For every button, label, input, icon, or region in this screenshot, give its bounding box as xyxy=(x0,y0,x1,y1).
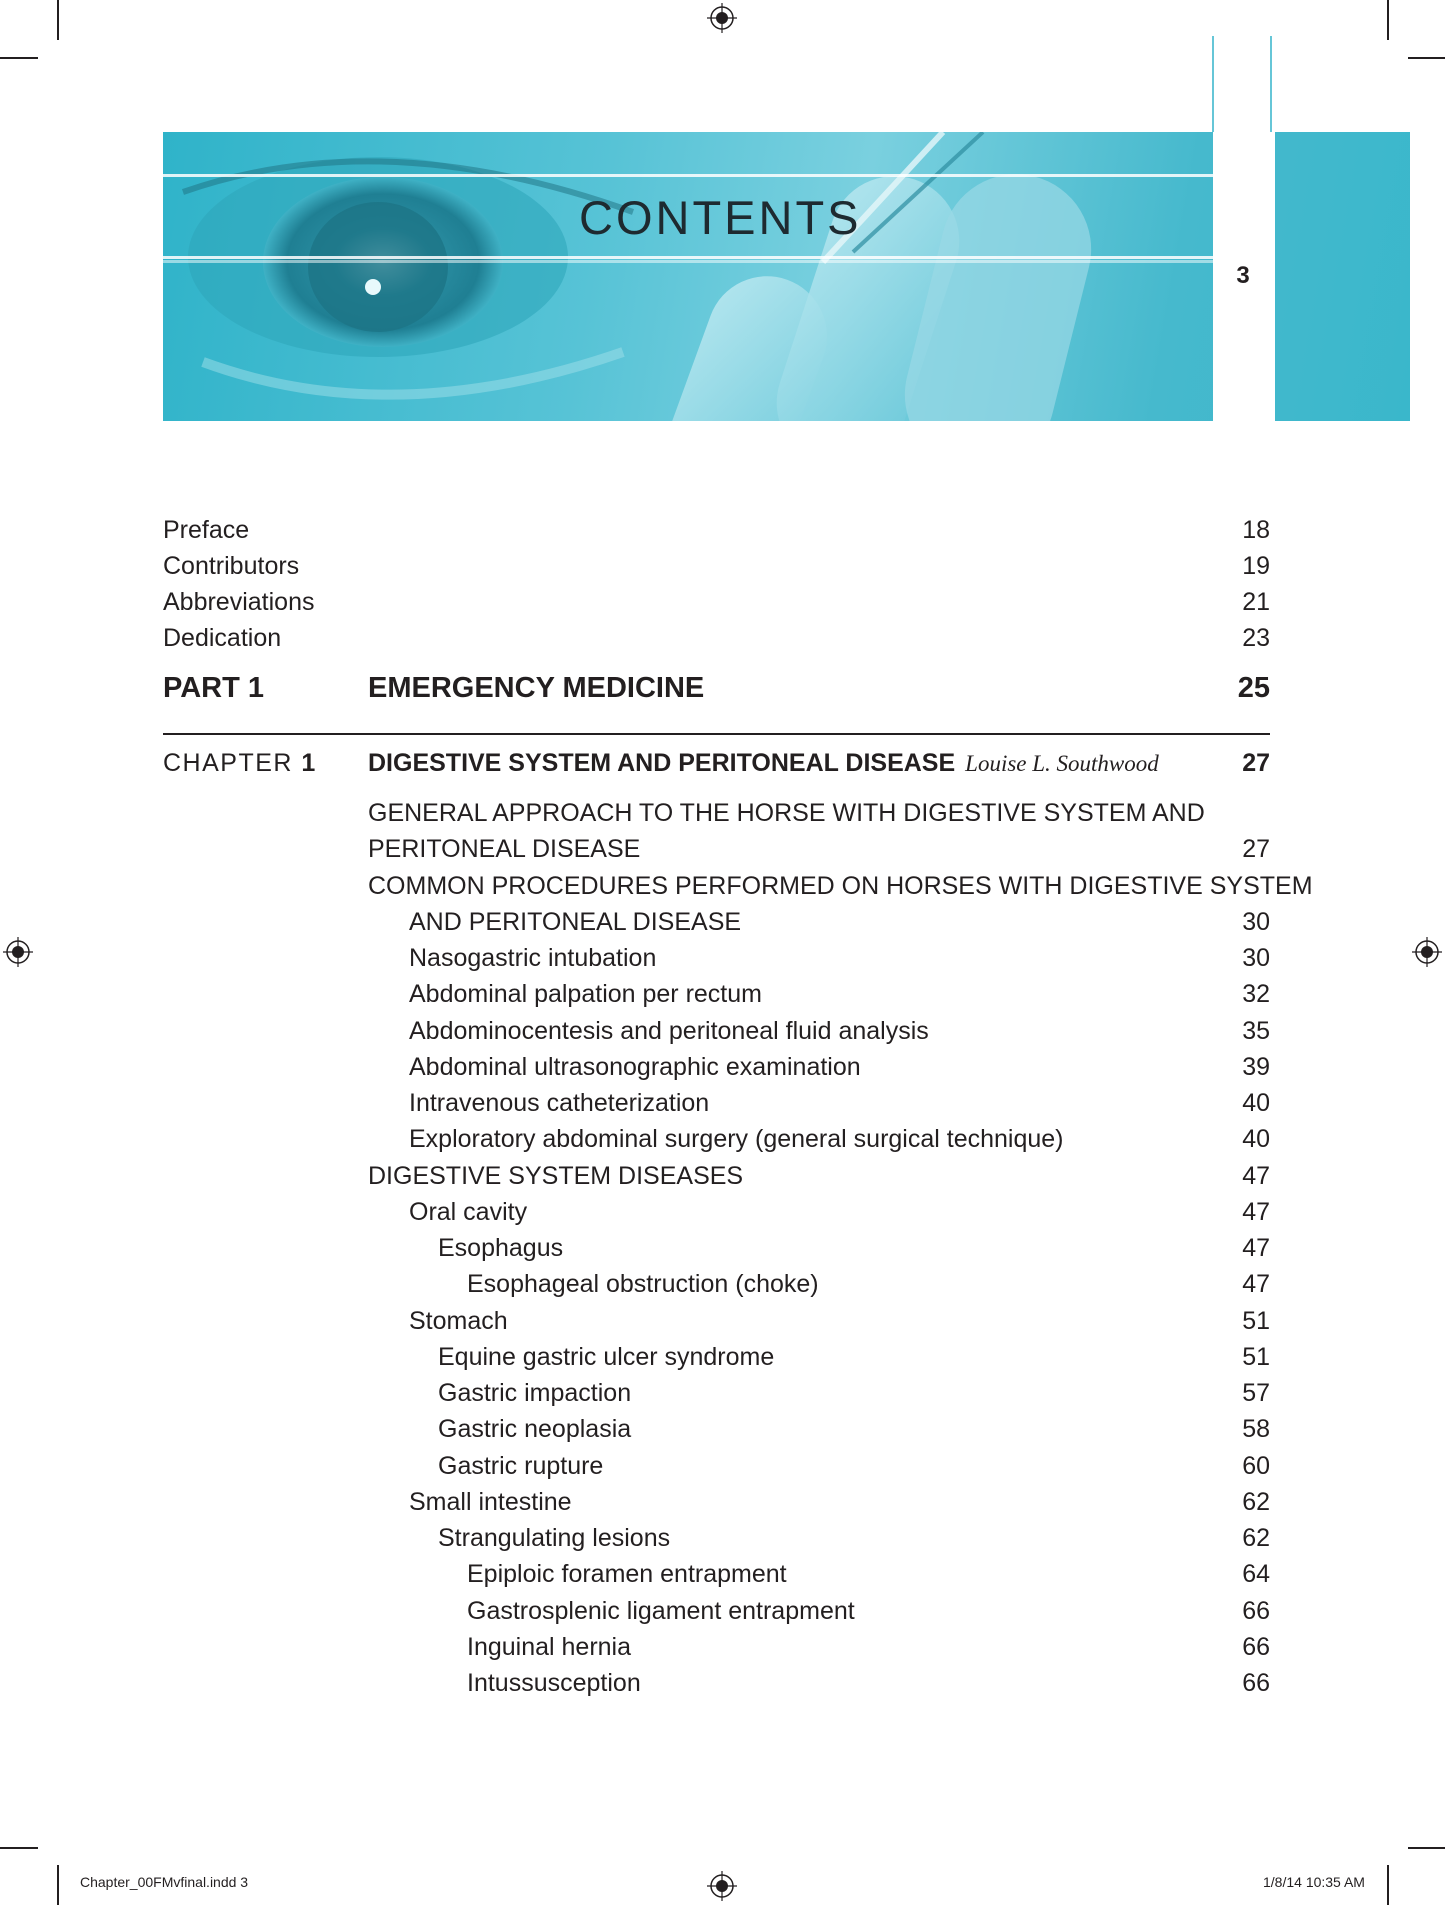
chapter-title-text: DIGESTIVE SYSTEM AND PERITONEAL DISEASE xyxy=(368,749,956,777)
entry-title: Exploratory abdominal surgery (general surgical technique) xyxy=(409,1125,1064,1154)
entry-page: 19 xyxy=(1242,552,1270,580)
part-heading xyxy=(0,670,1445,706)
toc-entry xyxy=(0,834,1445,864)
entry-title: Esophageal obstruction (choke) xyxy=(467,1270,819,1299)
toc-entry xyxy=(0,1088,1445,1118)
chapter-title xyxy=(368,748,1159,779)
chapter-author: Louise L. Southwood xyxy=(965,751,1159,776)
toc-entry xyxy=(0,1342,1445,1372)
chapter-label xyxy=(163,748,317,778)
entry-title: Gastric impaction xyxy=(438,1379,632,1407)
entry-page: 40 xyxy=(1242,1125,1270,1154)
toc-entry xyxy=(0,1306,1445,1336)
registration-mark-icon xyxy=(707,3,737,33)
chapter-page: 27 xyxy=(1242,749,1270,777)
entry-page: 23 xyxy=(1242,624,1270,652)
entry-page: 66 xyxy=(1242,1632,1270,1661)
entry-title: Abbreviations xyxy=(163,588,315,616)
toc-entry xyxy=(0,587,1445,617)
toc-entry xyxy=(0,1668,1445,1698)
chapter-number: 1 xyxy=(301,749,317,777)
toc-entry xyxy=(0,798,1445,828)
banner-rule xyxy=(163,256,1213,259)
toc-entry xyxy=(0,551,1445,581)
banner-strip-line xyxy=(1212,36,1214,132)
entry-page: 32 xyxy=(1242,980,1270,1009)
entry-page: 39 xyxy=(1242,1052,1270,1081)
entry-page: 30 xyxy=(1242,944,1270,972)
crop-mark xyxy=(1387,0,1389,40)
toc-entry xyxy=(0,1414,1445,1444)
entry-title: Dedication xyxy=(163,624,282,652)
entry-page: 57 xyxy=(1242,1379,1270,1407)
entry-title: DIGESTIVE SYSTEM DISEASES xyxy=(368,1161,744,1190)
entry-title: Equine gastric ulcer syndrome xyxy=(438,1342,775,1371)
toc-entry xyxy=(0,623,1445,653)
entry-title: Contributors xyxy=(163,552,300,580)
crop-mark xyxy=(57,0,59,40)
entry-title: Strangulating lesions xyxy=(438,1524,671,1552)
entry-title: Gastric neoplasia xyxy=(438,1415,632,1444)
toc-entry xyxy=(0,907,1445,937)
toc-entry xyxy=(0,1161,1445,1191)
entry-title: Small intestine xyxy=(409,1487,572,1516)
entry-title: Preface xyxy=(163,516,250,544)
toc-entry xyxy=(0,943,1445,973)
toc-entry xyxy=(0,1523,1445,1553)
entry-page: 35 xyxy=(1242,1016,1270,1045)
part-title: EMERGENCY MEDICINE xyxy=(368,672,705,704)
entry-page: 66 xyxy=(1242,1596,1270,1625)
entry-title: Epiploic foramen entrapment xyxy=(467,1560,787,1589)
chapter-label-text: CHAPTER xyxy=(163,749,293,777)
entry-title: Inguinal hernia xyxy=(467,1632,632,1661)
toc-entry xyxy=(0,1197,1445,1227)
toc-entry xyxy=(0,1487,1445,1517)
entry-page: 51 xyxy=(1242,1306,1270,1335)
entry-page: 40 xyxy=(1242,1089,1270,1117)
entry-title: Stomach xyxy=(409,1306,508,1335)
crop-mark xyxy=(1408,57,1445,59)
entry-title: Gastrosplenic ligament entrapment xyxy=(467,1596,855,1625)
crop-mark xyxy=(0,1847,38,1849)
entry-title: Intussusception xyxy=(467,1669,641,1697)
entry-title: Abdominocentesis and peritoneal fluid analysis xyxy=(409,1016,929,1045)
entry-title: Esophagus xyxy=(438,1234,564,1262)
entry-title: Oral cavity xyxy=(409,1197,528,1226)
entry-page: 62 xyxy=(1242,1524,1270,1552)
entry-page: 60 xyxy=(1242,1451,1270,1480)
entry-title: PERITONEAL DISEASE xyxy=(368,835,641,864)
entry-page: 66 xyxy=(1242,1669,1270,1697)
entry-page: 47 xyxy=(1242,1161,1270,1190)
entry-title: AND PERITONEAL DISEASE xyxy=(409,907,742,936)
footer-file: Chapter_00FMvfinal.indd 3 xyxy=(80,1874,249,1890)
toc-entry xyxy=(0,1269,1445,1299)
entry-title: COMMON PROCEDURES PERFORMED ON HORSES WITH DIGESTIVE SYSTEM xyxy=(368,871,1313,900)
entry-title: Abdominal palpation per rectum xyxy=(409,980,762,1009)
entry-page: 27 xyxy=(1242,835,1270,864)
page-title: CONTENTS xyxy=(579,191,862,244)
chapter-heading xyxy=(0,748,1445,778)
crop-mark xyxy=(1408,1847,1445,1849)
entry-page: 47 xyxy=(1242,1270,1270,1299)
crop-mark xyxy=(57,1865,59,1905)
entry-title: Nasogastric intubation xyxy=(409,944,657,972)
banner-strip-line xyxy=(1270,36,1272,132)
entry-page: 47 xyxy=(1242,1197,1270,1226)
entry-title: Abdominal ultrasonographic examination xyxy=(409,1052,861,1081)
toc-entry xyxy=(0,1016,1445,1046)
entry-page: 47 xyxy=(1242,1234,1270,1262)
header-banner xyxy=(163,132,1410,421)
toc-entry xyxy=(0,1632,1445,1662)
banner-rule xyxy=(163,260,1213,263)
entry-title: GENERAL APPROACH TO THE HORSE WITH DIGESTIVE SYSTEM AND xyxy=(368,799,1205,827)
toc-entry xyxy=(0,979,1445,1009)
page-number: 3 xyxy=(1236,262,1250,289)
part-label: PART 1 xyxy=(163,672,264,704)
divider xyxy=(163,733,1270,735)
entry-title: Gastric rupture xyxy=(438,1451,604,1480)
part-page: 25 xyxy=(1237,672,1270,704)
entry-page: 30 xyxy=(1242,907,1270,936)
toc-entry xyxy=(0,1124,1445,1154)
entry-page: 64 xyxy=(1242,1560,1270,1589)
toc-entry xyxy=(0,1233,1445,1263)
toc-entry xyxy=(0,871,1445,901)
crop-mark xyxy=(0,57,38,59)
entry-page: 18 xyxy=(1242,516,1270,544)
toc-entry xyxy=(0,515,1445,545)
toc-entry xyxy=(0,1052,1445,1082)
crop-mark xyxy=(1387,1865,1389,1905)
entry-page: 62 xyxy=(1242,1487,1270,1516)
entry-page: 21 xyxy=(1242,588,1270,616)
entry-page: 58 xyxy=(1242,1415,1270,1444)
toc-entry xyxy=(0,1451,1445,1481)
toc-entry xyxy=(0,1596,1445,1626)
banner-rule xyxy=(163,174,1213,177)
registration-mark-icon xyxy=(707,1871,737,1901)
toc-entry xyxy=(0,1378,1445,1408)
footer-timestamp: 1/8/14 10:35 AM xyxy=(1263,1874,1365,1890)
entry-page: 51 xyxy=(1242,1342,1270,1371)
entry-title: Intravenous catheterization xyxy=(409,1089,710,1117)
toc-entry xyxy=(0,1559,1445,1589)
